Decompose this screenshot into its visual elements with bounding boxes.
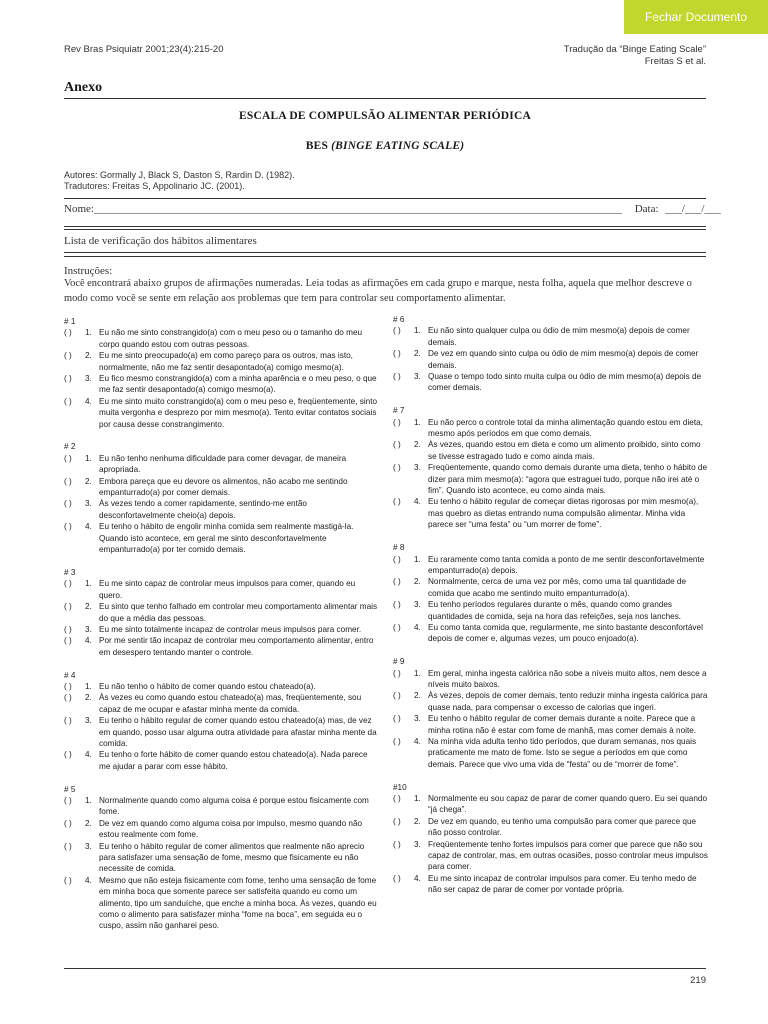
close-document-button[interactable]: Fechar Documento — [624, 0, 768, 34]
answer-text: Eu não tenho nenhuma dificuldade para comer devagar, de maneira apropriada. — [99, 453, 347, 475]
answer-text: Normalmente, cerca de uma vez por mês, como uma tal quantidade de comida que acabo me sentindo muito empanturrado(a). — [428, 577, 687, 598]
answer-option — [64, 373, 379, 396]
answer-number: 1. — [85, 681, 92, 691]
answer-text: Eu sinto que tenho falhado em controlar meu comportamento alimentar mais do que a média das pessoas. — [99, 602, 378, 623]
answer-number: 2. — [414, 349, 421, 359]
answer-option — [64, 453, 379, 476]
answer-option — [64, 749, 379, 772]
answer-checkbox[interactable]: ( ) — [393, 816, 401, 826]
answer-checkbox[interactable]: ( ) — [64, 374, 72, 384]
answer-number: 4. — [85, 750, 92, 760]
question-group — [393, 405, 708, 530]
answer-checkbox[interactable]: ( ) — [393, 794, 401, 803]
answer-number: 4. — [85, 522, 92, 532]
answer-number: 1. — [414, 668, 421, 678]
answer-text: Eu raramente como tanta comida a ponto de me sentir desconfortavelmente empanturrado(a) depois. — [428, 554, 705, 575]
divider — [64, 198, 706, 199]
question-group — [64, 784, 379, 932]
answer-number: 3. — [414, 463, 421, 473]
instructions-label: Instruções: — [64, 265, 113, 277]
answer-number: 4. — [85, 636, 92, 646]
answer-checkbox[interactable]: ( ) — [64, 841, 72, 851]
answer-checkbox[interactable]: ( ) — [393, 839, 401, 849]
answer-number: 4. — [414, 736, 421, 746]
answer-option — [64, 692, 379, 715]
question-group — [393, 656, 708, 770]
answer-checkbox[interactable]: ( ) — [64, 579, 72, 589]
journal-citation: Rev Bras Psiquiatr 2001;23(4):215-20 — [64, 44, 224, 55]
answer-option — [64, 875, 379, 932]
answer-checkbox[interactable]: ( ) — [393, 736, 401, 746]
answer-option — [393, 668, 708, 691]
answer-number: 1. — [85, 328, 92, 338]
answer-checkbox[interactable]: ( ) — [64, 624, 72, 634]
question-group-number: # 6 — [393, 315, 405, 324]
answer-checkbox[interactable]: ( ) — [393, 326, 401, 336]
answer-number: 2. — [85, 476, 92, 486]
answer-checkbox[interactable]: ( ) — [64, 453, 72, 463]
answer-option — [64, 578, 379, 601]
answer-checkbox[interactable]: ( ) — [64, 328, 72, 338]
translators-line: Tradutores: Freitas S, Appolinario JC. (2001). — [64, 181, 245, 191]
answer-number: 1. — [414, 794, 421, 803]
answer-checkbox[interactable]: ( ) — [393, 668, 401, 678]
answer-option — [393, 873, 708, 896]
answer-number: 3. — [414, 372, 421, 382]
answer-option — [393, 371, 708, 394]
answer-option — [393, 622, 708, 645]
question-group-number: # 3 — [64, 567, 76, 577]
name-field[interactable]: ________________________________________________________________________________________________ — [93, 203, 622, 215]
question-group — [393, 314, 708, 394]
answer-text: Eu me sinto incapaz de controlar impulsos para comer. Eu tenho medo de não ser capaz de parar de comer por vontade própria. — [428, 873, 697, 895]
answer-text: Eu fico mesmo constrangido(a) com a minha aparência e o meu peso, o que me faz sentir desapontado(a) comigo mesmo(a). — [99, 374, 377, 395]
answer-option — [393, 736, 708, 770]
answer-option — [64, 521, 379, 555]
answer-checkbox[interactable]: ( ) — [393, 463, 401, 473]
answer-option — [64, 476, 379, 499]
answer-text: Às vezes, quando estou em dieta e como um alimento proibido, sinto como se tivesse estragado tudo e como ainda mais. — [428, 440, 701, 461]
answer-number: 3. — [85, 374, 92, 384]
answer-number: 4. — [85, 875, 92, 885]
answer-option — [64, 795, 379, 818]
answer-option — [393, 462, 708, 496]
answer-checkbox[interactable]: ( ) — [393, 349, 401, 359]
answer-checkbox[interactable]: ( ) — [393, 622, 401, 632]
answer-checkbox[interactable]: ( ) — [64, 499, 72, 509]
answer-checkbox[interactable]: ( ) — [393, 372, 401, 382]
answer-text: Às vezes tendo a comer rapidamente, sentindo-me então desconfortavelmente cheio(a) depois. — [99, 499, 307, 520]
answer-option — [64, 715, 379, 749]
questions-left-column — [64, 316, 379, 943]
answer-text: De vez em quando como alguma coisa por impulso, mesmo quando não estou realmente com fome. — [99, 818, 363, 840]
authors-short: Freitas S et al. — [644, 56, 706, 67]
answer-number: 4. — [414, 873, 421, 883]
answer-option — [64, 635, 379, 658]
answer-text: De vez em quando sinto culpa ou ódio de mim mesmo(a) depois de comer demais. — [428, 349, 699, 370]
question-group — [64, 567, 379, 658]
answer-text: De vez em quando, eu tenho uma compulsão para comer que parece que não posso controlar. — [428, 816, 697, 838]
answer-option — [393, 599, 708, 622]
divider — [64, 229, 706, 230]
answer-number: 4. — [85, 396, 92, 406]
instructions-text: Você encontrará abaixo grupos de afirmações numeradas. Leia todas as afirmações em cada grupo e marque, nesta folha, aquela que melhor descreve o modo como você se sente em relação aos problemas que tem para controlar seu comportamento alimentar. — [64, 278, 692, 304]
answer-option — [393, 417, 708, 440]
answer-text: Eu me sinto preocupado(a) em como pareço para os outros, mas isto, normalmente, não me faz sentir desapontado(a) comigo mesmo(a). — [99, 351, 353, 372]
answer-option — [64, 601, 379, 624]
answer-number: 3. — [414, 600, 421, 610]
answer-option — [64, 681, 379, 692]
answer-option — [393, 325, 708, 348]
answer-option — [64, 327, 379, 350]
date-field[interactable]: ___/___/___ — [665, 203, 721, 215]
question-group — [393, 782, 708, 896]
answer-checkbox[interactable]: ( ) — [393, 554, 401, 564]
answer-option — [393, 439, 708, 462]
answer-text: Mesmo que não esteja fisicamente com fome, tenho uma sensação de fome em minha boca que somente parece ser satisfeita quando eu como um alimento, tipo um sanduíche, que enche a minha boca. Às vezes, quando eu como o alimento para satisfazer minha “fome na boca”, em seguida eu o cuspo, assim não ganharei peso. — [99, 875, 377, 931]
answer-checkbox[interactable]: ( ) — [64, 818, 72, 828]
answer-text: Eu tenho o hábito regular de começar dietas rigorosas por mim mesmo(a), mas quebro as dietas entrando numa compulsão alimentar. Minha vida parece ser “uma festa” ou “um morrer de fome”. — [428, 497, 699, 530]
divider — [64, 252, 706, 253]
answer-checkbox[interactable]: ( ) — [64, 796, 72, 805]
answer-text: Em geral, minha ingesta calórica não sobe a níveis muito altos, nem desce a níveis muito baixos. — [428, 668, 707, 689]
divider — [64, 226, 706, 227]
answer-text: Quase o tempo todo sinto muita culpa ou ódio de mim mesmo(a) depois de comer demais. — [428, 372, 702, 393]
answer-checkbox[interactable]: ( ) — [64, 636, 72, 646]
translation-title: Tradução da “Binge Eating Scale” — [563, 44, 706, 55]
header-right — [564, 44, 706, 68]
question-group — [64, 670, 379, 773]
answer-checkbox[interactable]: ( ) — [64, 602, 72, 612]
answer-number: 3. — [414, 839, 421, 849]
answer-number: 2. — [85, 351, 92, 361]
answer-option — [393, 713, 708, 736]
answer-number: 4. — [414, 497, 421, 507]
answer-checkbox[interactable]: ( ) — [64, 476, 72, 486]
scale-english-name: (BINGE EATING SCALE) — [331, 140, 465, 152]
answer-option — [64, 498, 379, 521]
answer-number: 4. — [414, 622, 421, 632]
answer-text: Eu tenho períodos regulares durante o mês, quando como grandes quantidades de comida, seja na hora das refeições, seja nos lanches. — [428, 600, 682, 621]
answer-text: Eu me sinto capaz de controlar meus impulsos para comer, quando eu quero. — [99, 579, 356, 600]
answer-checkbox[interactable]: ( ) — [393, 497, 401, 507]
answer-number: 3. — [85, 716, 92, 726]
answer-text: Eu não sinto qualquer culpa ou ódio de mim mesmo(a) depois de comer demais. — [428, 326, 690, 347]
answer-option — [64, 396, 379, 430]
answer-text: Eu não perco o controle total da minha alimentação quando estou em dieta, mesmo após períodos em que como demais. — [428, 417, 703, 439]
answer-checkbox[interactable]: ( ) — [64, 716, 72, 726]
scale-title: ESCALA DE COMPULSÃO ALIMENTAR PERIÓDICA — [239, 110, 531, 122]
question-group — [64, 316, 379, 430]
credits — [64, 170, 295, 192]
answer-option — [393, 793, 708, 816]
answer-number: 3. — [85, 624, 92, 634]
question-group-number: # 4 — [64, 670, 76, 680]
answer-option — [64, 350, 379, 373]
answer-option — [393, 496, 708, 530]
scale-subtitle — [64, 140, 706, 152]
answer-number: 3. — [85, 841, 92, 851]
answer-checkbox[interactable]: ( ) — [393, 417, 401, 427]
question-group-number: # 8 — [393, 543, 405, 553]
answer-checkbox[interactable]: ( ) — [64, 681, 72, 691]
question-group-number: # 1 — [64, 317, 76, 326]
answer-option — [64, 818, 379, 841]
answer-number: 2. — [414, 577, 421, 587]
answer-text: Normalmente quando como alguma coisa é porque estou fisicamente com fome. — [99, 796, 369, 817]
answer-text: Eu tenho o hábito regular de comer quando estou chateado(a) mas, de vez em quando, posso usar alguma outra atividade para afastar minha mente da comida. — [99, 716, 377, 748]
answer-text: Eu como tanta comida que, regularmente, me sinto bastante desconfortável depois de comer e, algumas vezes, um pouco enjoado(a). — [428, 622, 703, 644]
answer-checkbox[interactable]: ( ) — [393, 714, 401, 724]
answer-number: 1. — [85, 579, 92, 589]
answer-option — [393, 690, 708, 713]
authors-line: Autores: Gormally J, Black S, Daston S, Rardin D. (1982). — [64, 170, 295, 180]
answer-checkbox[interactable]: ( ) — [64, 750, 72, 760]
answer-number: 2. — [85, 602, 92, 612]
answer-text: Eu tenho o hábito regular de comer alimentos que realmente não aprecio para satisfazer uma sensação de fome, mesmo que fisicamente eu não necessite de comida. — [99, 841, 365, 874]
answer-text: Eu tenho o forte hábito de comer quando estou chateado(a). Nada parece me ajudar a parar com esse hábito. — [99, 750, 368, 771]
answer-number: 1. — [414, 326, 421, 336]
answer-text: Eu tenho o hábito de engolir minha comida sem realmente mastigá-la. Quando isto acontece, em geral me sinto desconfortavelmente empanturrado(a) por ter comido demais. — [99, 522, 354, 555]
answer-checkbox[interactable]: ( ) — [64, 875, 72, 885]
answer-number: 1. — [414, 417, 421, 427]
questions-right-column — [393, 314, 708, 907]
checklist-title: Lista de verificação dos hábitos alimentares — [64, 235, 257, 247]
answer-option — [393, 348, 708, 371]
answer-number: 2. — [85, 693, 92, 703]
answer-option — [393, 576, 708, 599]
question-group-number: # 9 — [393, 657, 405, 667]
answer-text: Eu não me sinto constrangido(a) com o meu peso ou o tamanho do meu corpo quando estou com outras pessoas. — [99, 328, 363, 349]
answer-text: Normalmente eu sou capaz de parar de comer quando quero. Eu sei quando “já chega”. — [428, 794, 708, 815]
answer-text: Às vezes, depois de comer demais, tento reduzir minha ingesta calórica para quase nada, para compensar o excesso de calorias que ingeri. — [428, 691, 708, 712]
answer-number: 1. — [85, 796, 92, 805]
question-group-number: # 7 — [393, 406, 405, 416]
divider — [64, 98, 706, 99]
date-label: Data: — [634, 203, 659, 215]
answer-checkbox[interactable]: ( ) — [64, 522, 72, 532]
answer-number: 2. — [414, 691, 421, 701]
question-group — [64, 441, 379, 555]
answer-number: 3. — [85, 499, 92, 509]
question-group-number: # 5 — [64, 784, 76, 794]
answer-checkbox[interactable]: ( ) — [393, 440, 401, 450]
answer-checkbox[interactable]: ( ) — [393, 577, 401, 587]
answer-text: Embora pareça que eu devore os alimentos, não acabo me sentindo empanturrado(a) por comer demais. — [99, 476, 348, 498]
answer-number: 1. — [85, 453, 92, 463]
question-group — [393, 542, 708, 645]
answer-text: Eu não tenho o hábito de comer quando estou chateado(a). — [99, 681, 316, 691]
scale-acronym: BES — [305, 140, 329, 152]
answer-checkbox[interactable]: ( ) — [393, 600, 401, 610]
answer-checkbox[interactable]: ( ) — [64, 351, 72, 361]
answer-option — [64, 624, 379, 635]
question-group-number: #10 — [393, 782, 407, 792]
answer-checkbox[interactable]: ( ) — [393, 691, 401, 701]
divider — [64, 256, 706, 257]
answer-text: Eu tenho o hábito regular de comer demais durante a noite. Parece que a minha rotina não é estar com fome de manhã, mas comer demais à noite. — [428, 714, 697, 735]
answer-option — [64, 841, 379, 875]
answer-text: Às vezes eu como quando estou chateado(a) mas, freqüentemente, sou capaz de me ocupar e afastar minha mente da comida. — [99, 693, 362, 714]
answer-checkbox[interactable]: ( ) — [64, 693, 72, 703]
answer-number: 1. — [414, 554, 421, 564]
question-group-number: # 2 — [64, 442, 76, 452]
page-number: 219 — [690, 975, 706, 986]
answer-option — [393, 816, 708, 839]
answer-checkbox[interactable]: ( ) — [393, 873, 401, 883]
answer-option — [393, 839, 708, 873]
answer-text: Na minha vida adulta tenho tido períodos, que duram semanas, nos quais praticamente me mato de fome. Isto se segue a períodos em que como demais. Parece que vivo uma vida de “festa” ou de “morrer de fome”. — [428, 736, 697, 769]
answer-checkbox[interactable]: ( ) — [64, 396, 72, 406]
answer-number: 2. — [85, 818, 92, 828]
answer-text: Por me sentir tão incapaz de controlar meu comportamento alimentar, entro em desespero tentando manter o controle. — [99, 636, 374, 657]
annex-heading: Anexo — [64, 80, 103, 95]
answer-text: Freqüentemente tenho fortes impulsos para comer que parece que não sou capaz de controlar, mas, em outras ocasiões, posso controlar meus impulsos para comer. — [428, 839, 708, 872]
answer-text: Freqüentemente, quando como demais durante uma dieta, tenho o hábito de dizer para mim mesmo(a): “agora que estraguei tudo, porque não irei até o fim”. Quando isto acontece, eu como ainda mais. — [428, 463, 708, 496]
answer-text: Eu me sinto totalmente incapaz de controlar meus impulsos para comer. — [99, 624, 362, 634]
footer-divider — [64, 968, 706, 969]
answer-text: Eu me sinto muito constrangido(a) com o meu peso e, freqüentemente, sinto muita vergonha e desprezo por mim mesmo(a). Tento evitar contatos sociais por causa desse constrangimento. — [99, 396, 378, 429]
answer-number: 3. — [414, 714, 421, 724]
answer-number: 2. — [414, 440, 421, 450]
answer-option — [393, 554, 708, 577]
name-label: Nome: — [64, 203, 94, 215]
answer-number: 2. — [414, 816, 421, 826]
name-date-row — [64, 203, 721, 215]
